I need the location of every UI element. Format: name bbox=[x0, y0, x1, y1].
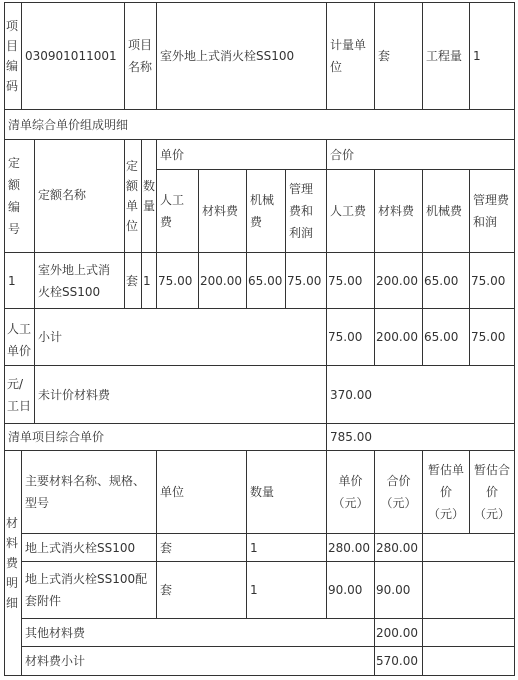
material-header: 材料费 bbox=[198, 169, 247, 253]
material-row-name: 地上式消火栓SS100 bbox=[21, 533, 157, 562]
quantity-label: 工程量 bbox=[422, 2, 470, 110]
labor-total-header: 人工费 bbox=[326, 169, 375, 253]
total-price-group-header: 合价 bbox=[326, 139, 515, 170]
quota-code-header: 定额编号 bbox=[4, 139, 35, 253]
mgmt-header: 管理费和利润 bbox=[285, 169, 327, 253]
item-code-label: 项目编码 bbox=[4, 2, 22, 110]
machine-header: 机械费 bbox=[246, 169, 286, 253]
quota-row-unit: 套 bbox=[124, 252, 142, 309]
unit-price-group-header: 单价 bbox=[156, 139, 327, 170]
unit-label: 计量单位 bbox=[326, 2, 375, 110]
quota-unit-header: 定额单位 bbox=[124, 139, 142, 253]
material-qty-header: 数量 bbox=[246, 450, 327, 534]
subtotal-label: 小计 bbox=[34, 308, 327, 366]
material-row-unit-price: 280.00 bbox=[326, 533, 375, 562]
material-total-header: 材料费 bbox=[374, 169, 423, 253]
material-row-unit: 套 bbox=[156, 561, 247, 619]
quota-row-qty: 1 bbox=[141, 252, 157, 309]
composite-unit-price-value: 785.00 bbox=[326, 423, 515, 451]
material-row-name: 地上式消火栓SS100配套附件 bbox=[21, 561, 157, 619]
qty-header: 数量 bbox=[141, 139, 157, 253]
material-row-qty: 1 bbox=[246, 533, 327, 562]
material-row-unit: 套 bbox=[156, 533, 247, 562]
machine-total-header: 机械费 bbox=[422, 169, 470, 253]
unpriced-material-value: 370.00 bbox=[326, 365, 515, 424]
material-row-unit-price: 90.00 bbox=[326, 561, 375, 619]
material-name-header: 主要材料名称、规格、型号 bbox=[21, 450, 157, 534]
quota-name-header: 定额名称 bbox=[34, 139, 125, 253]
material-unit-price-header: 单价（元） bbox=[326, 450, 375, 534]
quota-row-machine: 65.00 bbox=[246, 252, 286, 309]
unit-value: 套 bbox=[374, 2, 423, 110]
composition-title: 清单综合单价组成明细 bbox=[4, 109, 515, 140]
other-material-estimate bbox=[422, 618, 515, 647]
subtotal-machine: 65.00 bbox=[422, 308, 470, 366]
quota-row-mgmt-total: 75.00 bbox=[469, 252, 515, 309]
material-row-total: 90.00 bbox=[374, 561, 423, 619]
material-row-estimate bbox=[422, 533, 515, 562]
item-code-value: 030901011001 bbox=[21, 2, 125, 110]
subtotal-mgmt: 75.00 bbox=[469, 308, 515, 366]
material-subtotal-estimate bbox=[422, 646, 515, 676]
material-detail-section-label: 材料费明细 bbox=[4, 450, 22, 676]
quota-row-material: 200.00 bbox=[198, 252, 247, 309]
subtotal-labor: 75.00 bbox=[326, 308, 375, 366]
material-total-header: 合价（元） bbox=[374, 450, 423, 534]
material-subtotal-value: 570.00 bbox=[374, 646, 423, 676]
quota-row-mgmt: 75.00 bbox=[285, 252, 327, 309]
labor-unit-price-label: 人工单价 bbox=[4, 308, 35, 366]
quota-row-material-total: 200.00 bbox=[374, 252, 423, 309]
subtotal-material: 200.00 bbox=[374, 308, 423, 366]
composite-unit-price-label: 清单项目综合单价 bbox=[4, 423, 327, 451]
material-subtotal-label: 材料费小计 bbox=[21, 646, 375, 676]
other-material-label: 其他材料费 bbox=[21, 618, 375, 647]
material-row-total: 280.00 bbox=[374, 533, 423, 562]
material-row-qty: 1 bbox=[246, 561, 327, 619]
item-name-value: 室外地上式消火栓SS100 bbox=[156, 2, 327, 110]
material-unit-header: 单位 bbox=[156, 450, 247, 534]
labor-unit-price-suffix: 元/工日 bbox=[4, 365, 35, 424]
quota-row-code: 1 bbox=[4, 252, 35, 309]
quota-row-machine-total: 65.00 bbox=[422, 252, 470, 309]
quota-row-name: 室外地上式消火栓SS100 bbox=[34, 252, 125, 309]
material-est-total-header: 暂估合价（元） bbox=[469, 450, 515, 534]
material-est-unit-price-header: 暂估单价（元） bbox=[422, 450, 470, 534]
quantity-value: 1 bbox=[469, 2, 515, 110]
other-material-value: 200.00 bbox=[374, 618, 423, 647]
quota-row-labor: 75.00 bbox=[156, 252, 199, 309]
mgmt-total-header: 管理费和润 bbox=[469, 169, 515, 253]
quota-row-labor-total: 75.00 bbox=[326, 252, 375, 309]
unpriced-material-label: 未计价材料费 bbox=[34, 365, 327, 424]
material-row-estimate bbox=[422, 561, 515, 619]
item-name-label: 项目名称 bbox=[124, 2, 157, 110]
labor-header: 人工费 bbox=[156, 169, 199, 253]
